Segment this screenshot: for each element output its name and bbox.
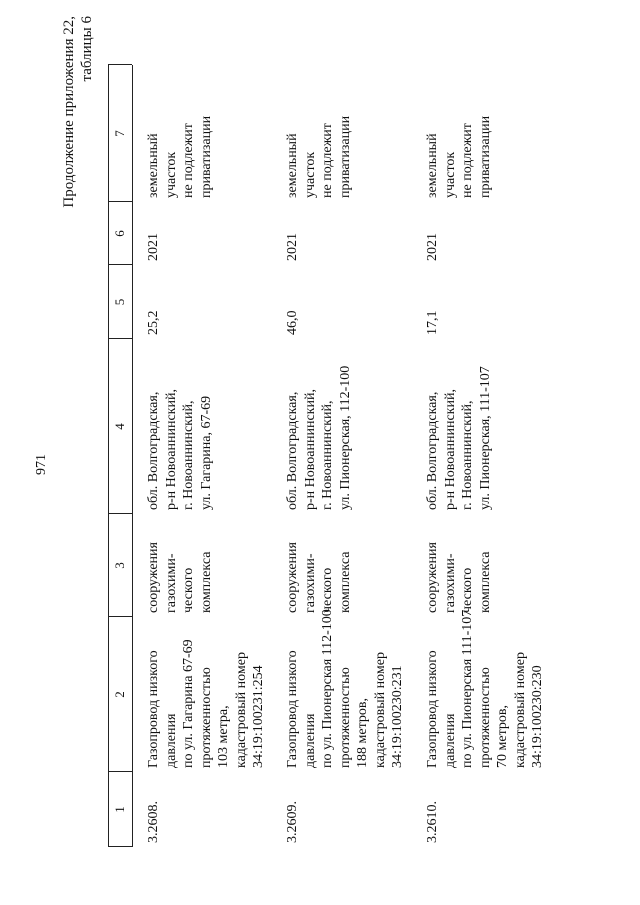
object-type: сооружения газохими- ческого комплекса: [425, 542, 493, 613]
object-year: 2021: [146, 233, 161, 261]
row-number: 3.2610.: [425, 801, 440, 843]
continuation-note: [60, 16, 96, 208]
table-top-border: [108, 65, 109, 847]
object-note: земельный участок не подлежит приватизации: [146, 115, 214, 198]
header-col-4: 4: [112, 423, 127, 430]
object-year: 2021: [285, 233, 300, 261]
object-year: 2021: [425, 233, 440, 261]
object-type: сооружения газохими- ческого комплекса: [146, 542, 214, 613]
continuation-line-1: Продолжение приложения 22,: [61, 16, 77, 208]
object-address: обл. Волгоградская, р-н Новоаннинский, г. Новоаннинский, ул. Пионерская, 111-107: [425, 366, 493, 510]
object-name: Газопровод низкого давления по ул. Гагарина 67-69 протяженностью 103 метра, кадастровый номер 34:19:100231:254: [146, 639, 266, 768]
header-col-6: 6: [112, 230, 127, 237]
object-address: обл. Волгоградская, р-н Новоаннинский, г. Новоаннинский, ул. Гагарина, 67-69: [146, 389, 214, 510]
row-number: 3.2609.: [285, 801, 300, 843]
header-col-2: 2: [112, 691, 127, 698]
table-header-border: [132, 65, 133, 847]
row-number: 3.2608.: [146, 801, 161, 843]
object-address: обл. Волгоградская, р-н Новоаннинский, г. Новоаннинский, ул. Пионерская, 112-100: [285, 365, 353, 510]
header-col-1: 1: [112, 806, 127, 813]
object-name: Газопровод низкого давления по ул. Пионерская 111-107 протяженностью 70 метров, кадастровый номер 34:19:100230:230: [425, 609, 545, 768]
object-note: земельный участок не подлежит приватизации: [425, 115, 493, 198]
header-col-5: 5: [112, 298, 127, 306]
page-number: 971: [34, 454, 49, 475]
object-name: Газопровод низкого давления по ул. Пионерская 112-100 протяженностью 188 метров, кадастровый номер 34:19:100230:231: [285, 609, 405, 768]
object-value: 46,0: [285, 310, 300, 335]
header-col-7: 7: [112, 130, 127, 137]
continuation-line-2: таблицы 6: [79, 16, 95, 82]
header-col-3: 3: [112, 562, 127, 569]
object-value: 17,1: [425, 310, 440, 335]
object-type: сооружения газохими- ческого комплекса: [285, 542, 353, 613]
object-note: земельный участок не подлежит приватизации: [285, 115, 353, 198]
object-value: 25,2: [146, 310, 161, 335]
